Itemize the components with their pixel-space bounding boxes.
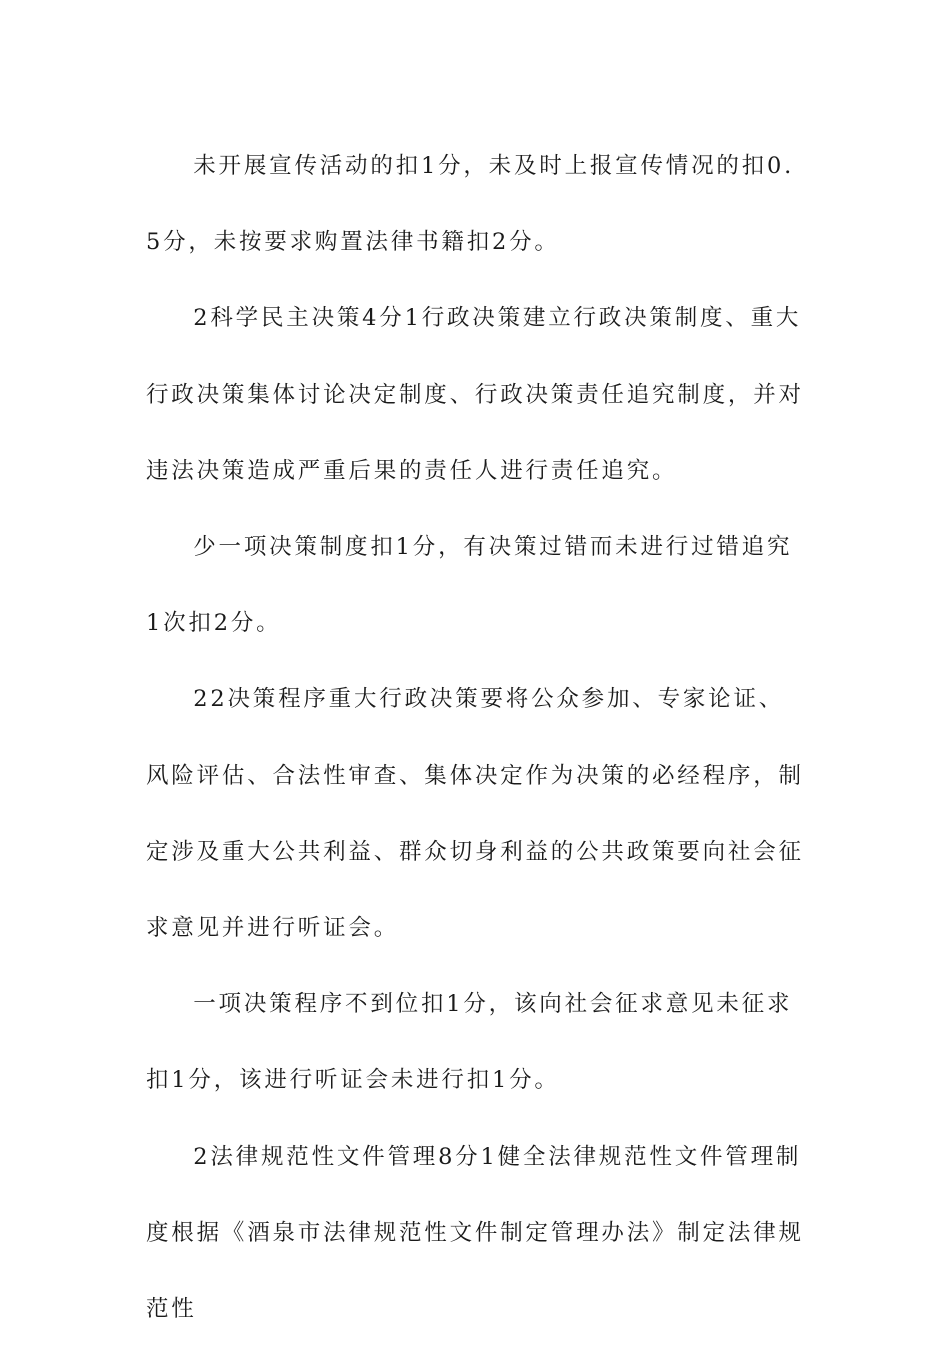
paragraph-4: 22决策程序重大行政决策要将公众参加、专家论证、风险评估、合法性审查、集体决定作为决策的必经程序，制定涉及重大公共利益、群众切身利益的公共政策要向社会征求意见并进行听证会。	[146, 686, 804, 942]
document-body	[146, 128, 806, 1347]
paragraph-2: 2科学民主决策4分1行政决策建立行政决策制度、重大行政决策集体讨论决定制度、行政决策责任追究制度，并对违法决策造成严重后果的责任人进行责任追究。	[146, 305, 804, 484]
paragraph-6: 2法律规范性文件管理8分1健全法律规范性文件管理制度根据《酒泉市法律规范性文件制定管理办法》制定法律规范性	[146, 1143, 804, 1323]
paragraph-1: 未开展宣传活动的扣1分，未及时上报宣传情况的扣0.5分，未按要求购置法律书籍扣2分。	[146, 153, 795, 256]
paragraph-3: 少一项决策制度扣1分，有决策过错而未进行过错追究1次扣2分。	[146, 534, 793, 637]
paragraph-5: 一项决策程序不到位扣1分，该向社会征求意见未征求扣1分，该进行听证会未进行扣1分。	[146, 991, 793, 1094]
